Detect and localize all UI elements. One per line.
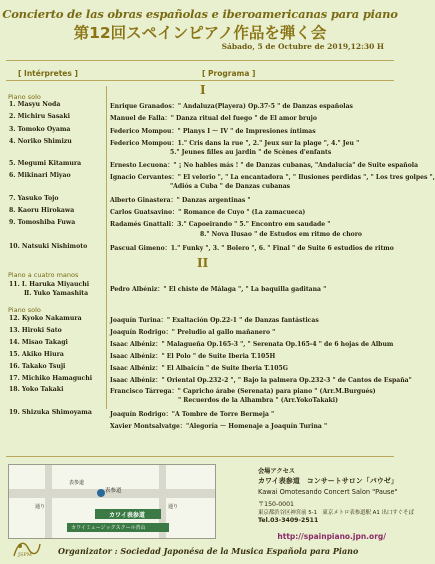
venue-address: 東京都渋谷区神宮前 5-1 東京メトロ表参道駅 A1 出口すぐそば xyxy=(258,510,414,516)
venue-tel: Tel.03-3409-2511 xyxy=(258,517,319,524)
performer: 19. Shizuka Shimoyama xyxy=(9,409,92,416)
jspm-logo xyxy=(10,538,44,560)
performers-heading: [ Intérpretes ] xyxy=(18,69,78,78)
street-side-label: 通り xyxy=(168,504,179,510)
performer: 7. Yasuko Tojo xyxy=(9,195,59,202)
column-divider xyxy=(106,86,107,409)
program-item: 5." Jeunes filles au jardin " de Scènes d'enfants xyxy=(170,149,332,156)
program-item: Manuel de Falla：" Danza ritual del fuego " de El amor brujo xyxy=(110,115,317,122)
program-item: Xavier Montsalvatge："Alegoría ～ Homenaje a Joaquín Turina " xyxy=(110,423,328,430)
performer: 1. Masyu Noda xyxy=(9,101,61,108)
program-item: Joaquín Rodrigo："A Tombre de Torre Bermeja " xyxy=(110,411,275,418)
performer: 11. Ⅰ. Haruka Miyauchi xyxy=(9,281,90,288)
program-item: Francisco Tárrega：" Capricho árabe (Serenata) para piano " (Arr.M.Burgués) xyxy=(110,388,376,395)
program-item: Pascual Gimeno：1." Funky ", 3. " Bolero ", 6. " Final " de Suite 6 estudios de ritmo xyxy=(110,245,394,252)
performer: 16. Takako Tsuji xyxy=(9,363,66,370)
program-item: Isaac Albéniz：" El Polo " de Suite Iberia T.105H xyxy=(110,353,276,360)
program-item: Carlos Guatsavino：" Romance de Cuyo " (La zamacueca) xyxy=(110,209,306,216)
program-item: 8." Nova Ilusao " de Estudos em ritmo de choro xyxy=(200,231,362,238)
performer: Ⅱ. Yuko Yamashita xyxy=(24,290,89,297)
program-item: Federico Mompou：1." Cris dans la rue ", 2." Jeux sur la plage ", 4." Jeu " xyxy=(110,140,360,147)
street-label: 表参道 xyxy=(69,480,85,486)
performer: 13. Hiroki Sato xyxy=(9,327,62,334)
column-header-divider xyxy=(6,80,394,81)
venue-heading: 会場アクセス xyxy=(258,468,295,475)
footer-divider xyxy=(6,456,394,457)
part-one-label: I xyxy=(200,83,206,97)
performer: 8. Kaoru Hirokawa xyxy=(9,207,75,214)
program-item: Alberto Ginastera：" Danzas argentinas " xyxy=(110,197,251,204)
performer: 12. Kyoko Nakamura xyxy=(9,315,82,322)
program-item: Isaac Albéniz：" Malagueña Op.165-3 ", " Serenata Op.165-4 " de 6 hojas de Album xyxy=(110,341,394,348)
program-item: Isaac Albéniz：" Oriental Op.232-2 ", " Bajo la palmera Op.232-3 " de Cantos de España" xyxy=(110,377,412,384)
program-item: Joaquín Turina：" Exaltación Op.22-1 " de Danzas fantásticas xyxy=(110,317,319,324)
header-divider xyxy=(6,60,394,61)
program-item: " Recuerdos de la Alhambra " (Arr.YokoTakaki) xyxy=(178,397,338,404)
music-school-label: カワイミュージックスクール青山 xyxy=(71,525,146,531)
title-japanese: 第12回スペインピアノ作品を弾く会 xyxy=(73,24,327,42)
station-label: 表参道 xyxy=(105,488,122,494)
program-item: Enrique Granados：" Andaluza(Playera) Op.37-5 " de Danzas españolas xyxy=(110,103,353,110)
venue-name-jp: カワイ表参道 コンサートサロン「パウゼ」 xyxy=(258,477,398,485)
program-item: Ignacio Cervantes：" El velorio ", " La encantadora ", " Ilusiones perdidas ", " Los tres golpes ", xyxy=(110,174,435,181)
performer: 3. Tomoko Oyama xyxy=(9,126,71,133)
street-side-label: 通り xyxy=(35,504,46,510)
piano-four-hands-label: Piano a cuatro manos xyxy=(8,271,79,279)
website-link[interactable]: http://spainpiano.jpn.org/ xyxy=(277,532,386,541)
performer: 4. Noriko Shimizu xyxy=(9,138,72,145)
performer: 18. Yoko Takaki xyxy=(9,386,64,393)
performer: 9. Tomoshiba Fuwa xyxy=(9,219,76,226)
program-item: "Adiós a Cuba " de Danzas cubanas xyxy=(170,183,291,190)
venue-zip: 〒150-0001 xyxy=(258,501,294,508)
program-item: Joaquín Rodrigo：" Preludio al gallo mañanero " xyxy=(110,329,276,336)
program-item: Federico Mompou：" Planys I ～ IV " de Impresiones íntimas xyxy=(110,128,316,135)
venue-map-label: カワイ表参道 xyxy=(109,512,145,519)
concert-date: Sábado, 5 de Octubre de 2019,12:30 H xyxy=(221,42,384,51)
venue-name-en: Kawai Omotesando Concert Salon "Pause" xyxy=(258,488,398,496)
performer: 5. Megumi Kitamura xyxy=(9,160,82,167)
logo-text: JSPM xyxy=(18,552,32,558)
performer: 10. Natsuki Nishimoto xyxy=(9,243,88,250)
part-two-label: II xyxy=(197,256,209,270)
program-item: Pedro Albéniz：" El chiste de Málaga ", " La baquilla gaditana " xyxy=(110,286,327,293)
program-heading: [ Programa ] xyxy=(202,69,256,78)
piano-solo-label: Piano solo xyxy=(8,93,41,101)
performer: 6. Mikinari Miyao xyxy=(9,172,71,179)
organizer: Organizator : Sociedad Japonésa de la Musica Española para Piano xyxy=(58,546,359,556)
performer: 15. Akiko Hiura xyxy=(9,351,64,358)
title-spanish: Concierto de las obras españolas e iberoamericanas para piano xyxy=(2,7,398,21)
piano-solo-label-2: Piano solo xyxy=(8,306,41,314)
performer: 2. Michiru Sasaki xyxy=(9,113,70,120)
program-item: Isaac Albéniz：" El Albaicín " de Suite Iberia T.105G xyxy=(110,365,288,372)
program-item: Ernesto Lecuona：" ¡ No hables más ! " de Danzas cubanas, "Andalucía" de Suite española xyxy=(110,162,419,169)
performer: 14. Misao Takagi xyxy=(9,339,68,346)
venue-map xyxy=(8,464,216,539)
program-item: Radamés Gnattali：3." Capoeirando " 5." Encontro em saudade " xyxy=(110,221,331,228)
performer: 17. Michiko Hamaguchi xyxy=(9,375,93,382)
